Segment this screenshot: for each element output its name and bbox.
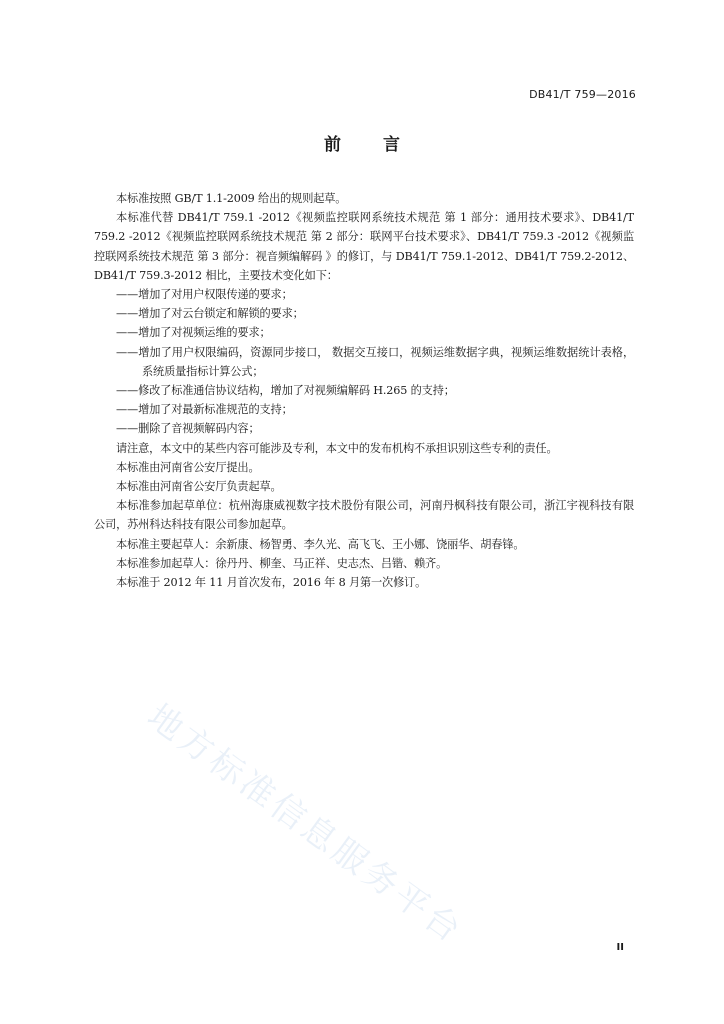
header-divider <box>86 104 638 105</box>
paragraph-patent-notice: 请注意，本文中的某些内容可能涉及专利，本文中的发布机构不承担识别这些专利的责任。 <box>116 441 558 455</box>
change-item: ——增加了对用户权限传递的要求； <box>116 288 293 302</box>
change-item: ——修改了标准通信协议结构，增加了对视频编解码 H.265 的支持； <box>116 384 455 398</box>
paragraph-release-history: 本标准于 2012 年 11 月首次发布，2016 年 8 月第一次修订。 <box>116 576 427 590</box>
page-title: 前 言 <box>324 135 418 155</box>
paragraph-replacement: 本标准代替 DB41/T 759.1 -2012《视频监控联网系统技术规范 第 1 部分：通用技术要求》、DB41/T 759.2 -2012《视频监控联网系统技术规范 第 2 部分：联网平台技术要求》、DB41/T 759.3 -2012《视频监控联网系统技术规范 第 3 部分：视音频编解码 》的修订，与 DB41/T 759.1-2012、DB41/T 759.2-2012、DB41/T 759.3-2012 相比，主要技术变化如下： <box>94 211 634 282</box>
paragraph-drafting-rules: 本标准按照 GB/T 1.1-2009 给出的规则起草。 <box>116 192 347 205</box>
standard-code: DB41/T 759—2016 <box>529 88 636 101</box>
paragraph-responsible-drafter: 本标准由河南省公安厅负责起草。 <box>116 480 282 494</box>
paragraph-proposer: 本标准由河南省公安厅提出。 <box>116 460 260 474</box>
paragraph-participating-drafters: 本标准参加起草人：徐丹丹、柳奎、马正祥、史志杰、吕锴、赖齐。 <box>116 556 448 570</box>
watermark-text: 地方标准信息服务平台 <box>139 696 471 953</box>
paragraph-participating-units: 本标准参加起草单位：杭州海康威视数字技术股份有限公司，河南丹枫科技有限公司，浙江宇视科技有限公司，苏州科达科技有限公司参加起草。 <box>94 499 634 532</box>
change-item: ——删除了音视频解码内容； <box>116 422 260 436</box>
document-body <box>94 189 634 592</box>
paragraph-main-drafters: 本标准主要起草人：余新康、杨智勇、李久光、高飞飞、王小娜、饶丽华、胡春锋。 <box>116 537 525 551</box>
page-number: II <box>616 942 624 953</box>
change-item: ——增加了对云台锁定和解锁的要求； <box>116 307 304 321</box>
change-item: ——增加了对视频运维的要求； <box>116 326 271 340</box>
change-item: ——增加了用户权限编码，资源同步接口， 数据交互接口，视频运维数据字典，视频运维数据统计表格，系统质量指标计算公式； <box>116 345 634 378</box>
change-item: ——增加了对最新标准规范的支持； <box>116 403 293 417</box>
